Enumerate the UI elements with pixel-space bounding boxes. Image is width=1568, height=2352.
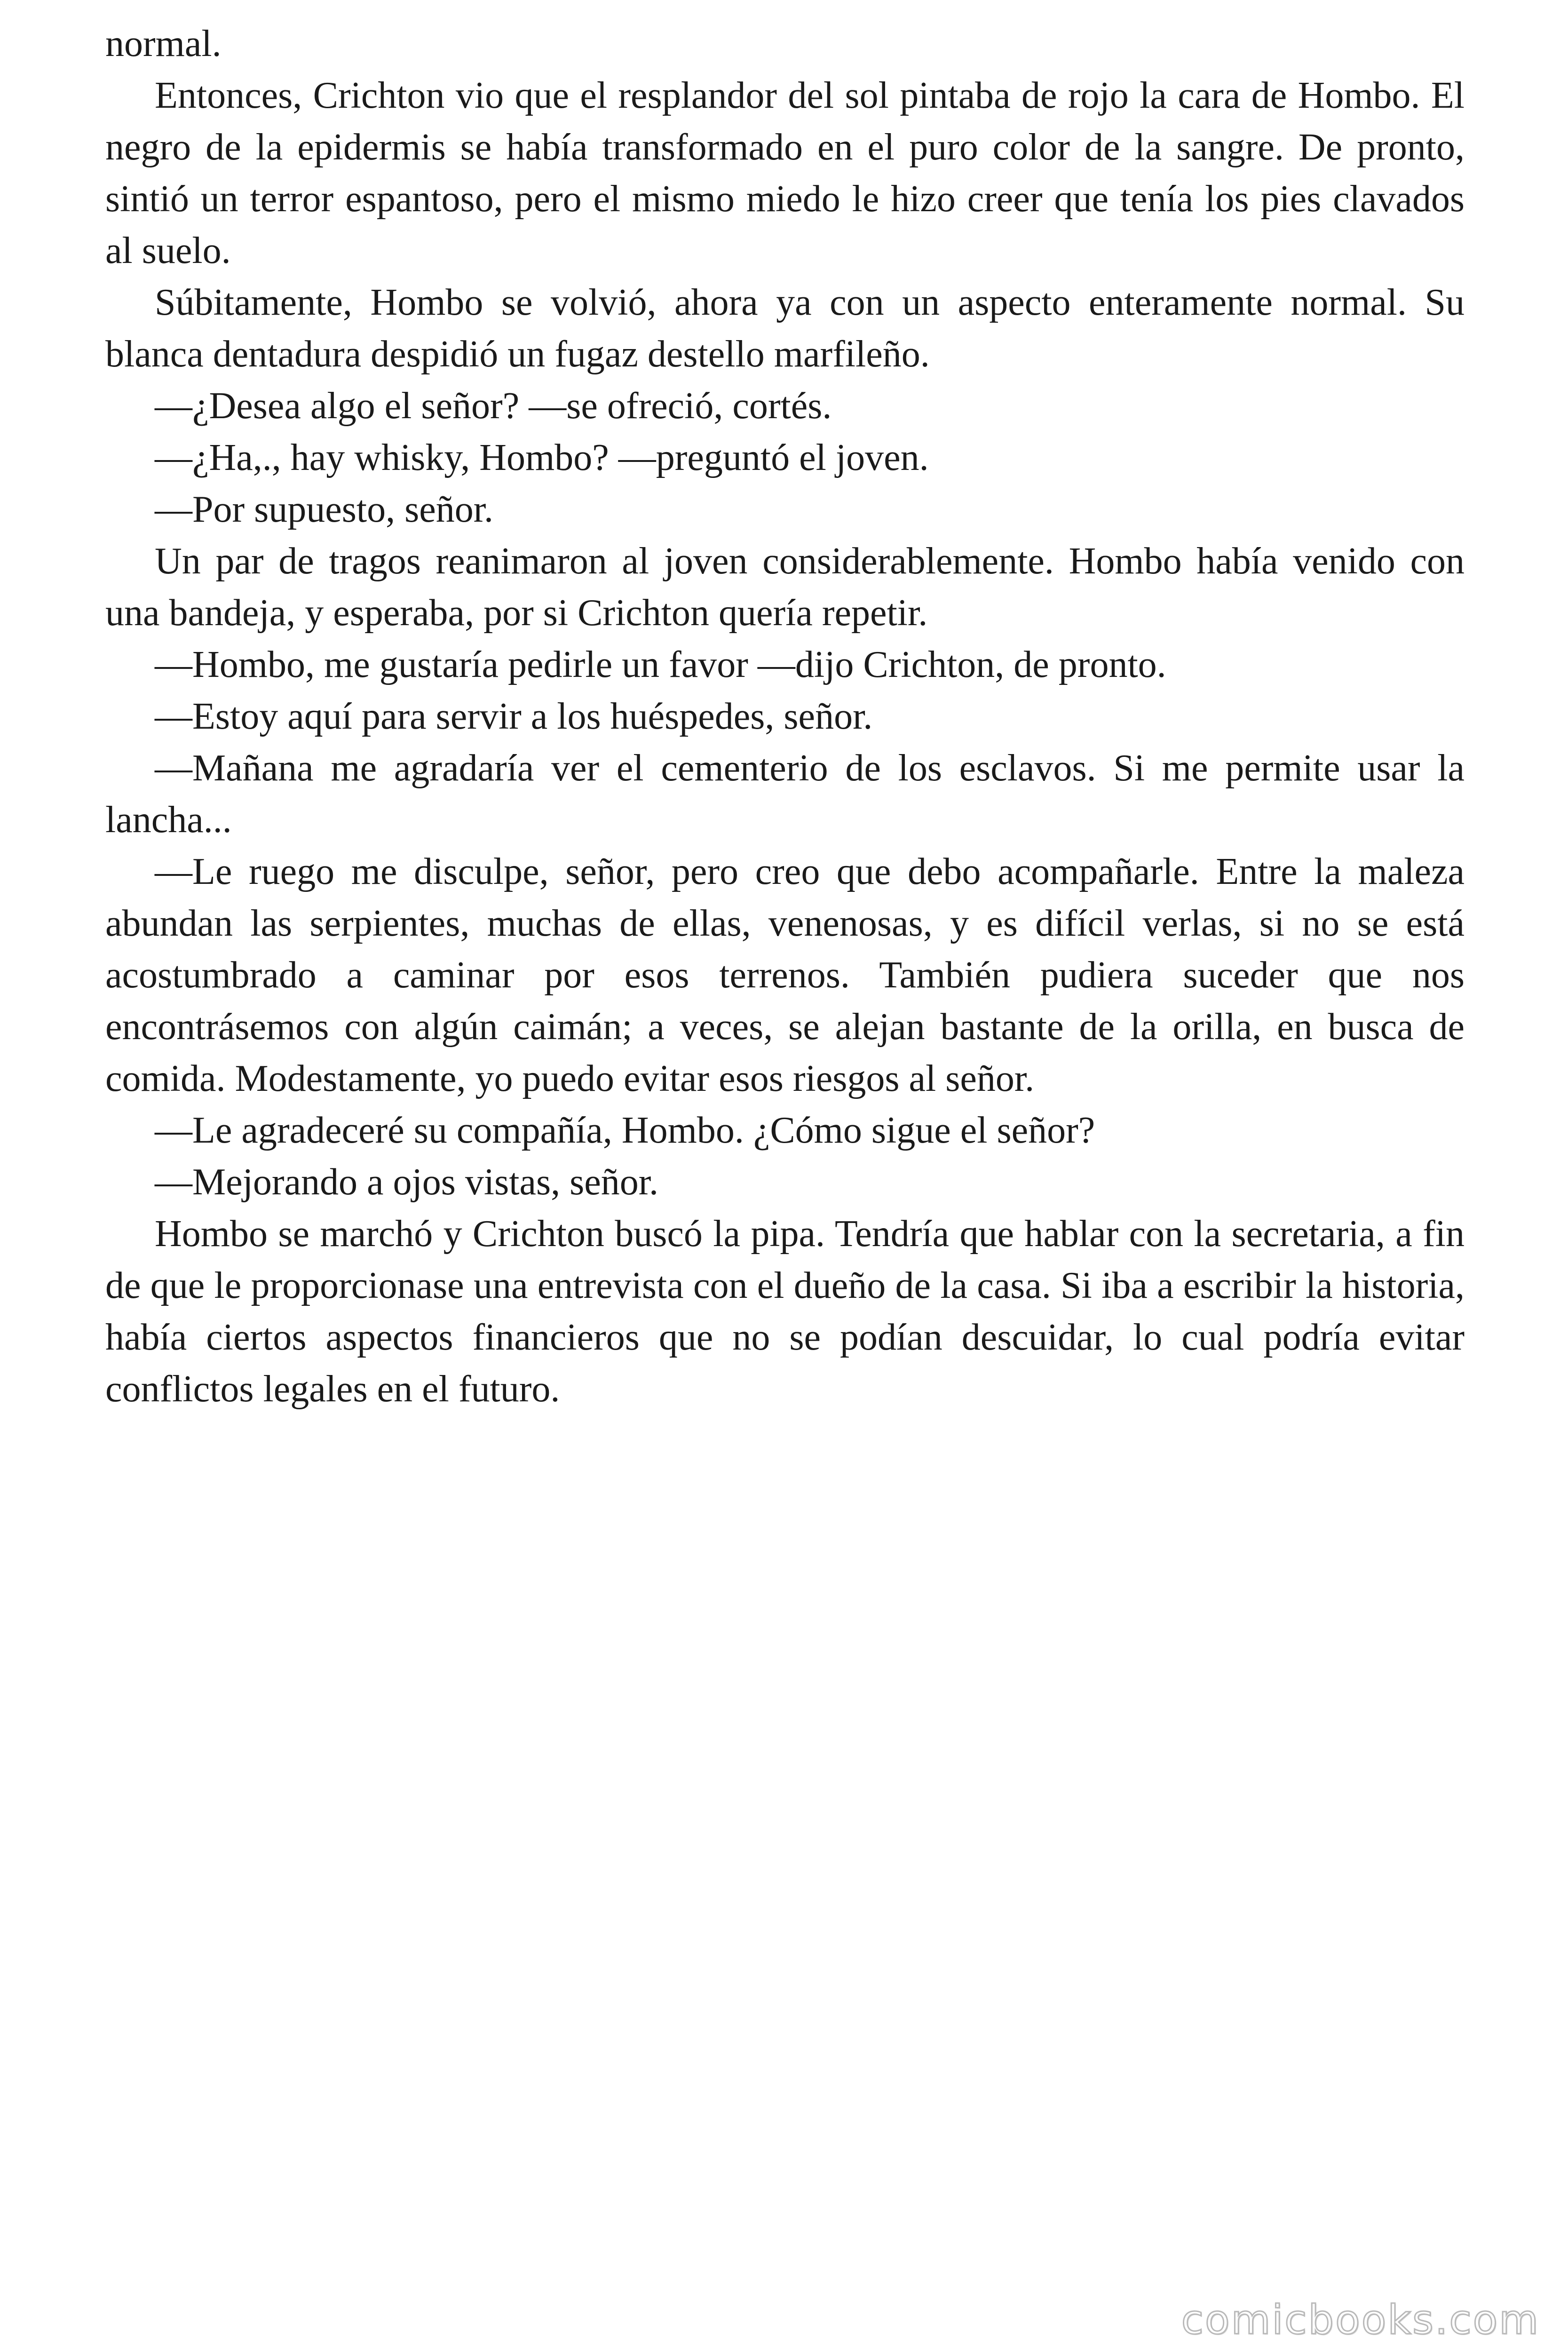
dialogue-line: —Por supuesto, señor. <box>155 489 493 530</box>
paragraph: normal. <box>105 23 222 64</box>
watermark: comicbooks.com <box>1181 2296 1540 2344</box>
dialogue-line: —¿Desea algo el señor? —se ofreció, cortés. <box>155 385 832 427</box>
dialogue-line: —¿Ha,., hay whisky, Hombo? —preguntó el joven. <box>155 437 929 478</box>
paragraph: Súbitamente, Hombo se volvió, ahora ya con un aspecto enteramente normal. Su blanca dentadura despidió un fugaz destello marfileño. <box>105 282 1465 375</box>
dialogue-line: —Mañana me agradaría ver el cementerio de los esclavos. Si me permite usar la lancha... <box>105 747 1465 841</box>
dialogue-line: —Hombo, me gustaría pedirle un favor —dijo Crichton, de pronto. <box>155 644 1166 685</box>
dialogue-line: —Mejorando a ojos vistas, señor. <box>155 1161 658 1203</box>
dialogue-line: —Le agradeceré su compañía, Hombo. ¿Cómo sigue el señor? <box>155 1110 1095 1151</box>
body-text <box>105 18 1465 1415</box>
paragraph: Un par de tragos reanimaron al joven considerablemente. Hombo había venido con una bandeja, y esperaba, por si Crichton quería repetir. <box>105 540 1465 634</box>
dialogue-line: —Estoy aquí para servir a los huéspedes, señor. <box>155 696 873 737</box>
paragraph: Entonces, Crichton vio que el resplandor del sol pintaba de rojo la cara de Hombo. El negro de la epidermis se había transformado en el puro color de la sangre. De pronto, sintió un terror espantoso, pero el mismo miedo le hizo creer que tenía los pies clavados al suelo. <box>105 75 1465 271</box>
dialogue-line: —Le ruego me disculpe, señor, pero creo que debo acompañarle. Entre la maleza abundan las serpientes, muchas de ellas, venenosas, y es difícil verlas, si no se está acostumbrado a caminar por esos terrenos. También pudiera suceder que nos encontrásemos con algún caimán; a veces, se alejan bastante de la orilla, en busca de comida. Modestamente, yo puedo evitar esos riesgos al señor. <box>105 851 1465 1099</box>
paragraph: Hombo se marchó y Crichton buscó la pipa. Tendría que hablar con la secretaria, a fin de que le proporcionase una entrevista con el dueño de la casa. Si iba a escribir la historia, había ciertos aspectos financieros que no se podían descuidar, lo cual podría evitar conflictos legales en el futuro. <box>105 1213 1465 1410</box>
